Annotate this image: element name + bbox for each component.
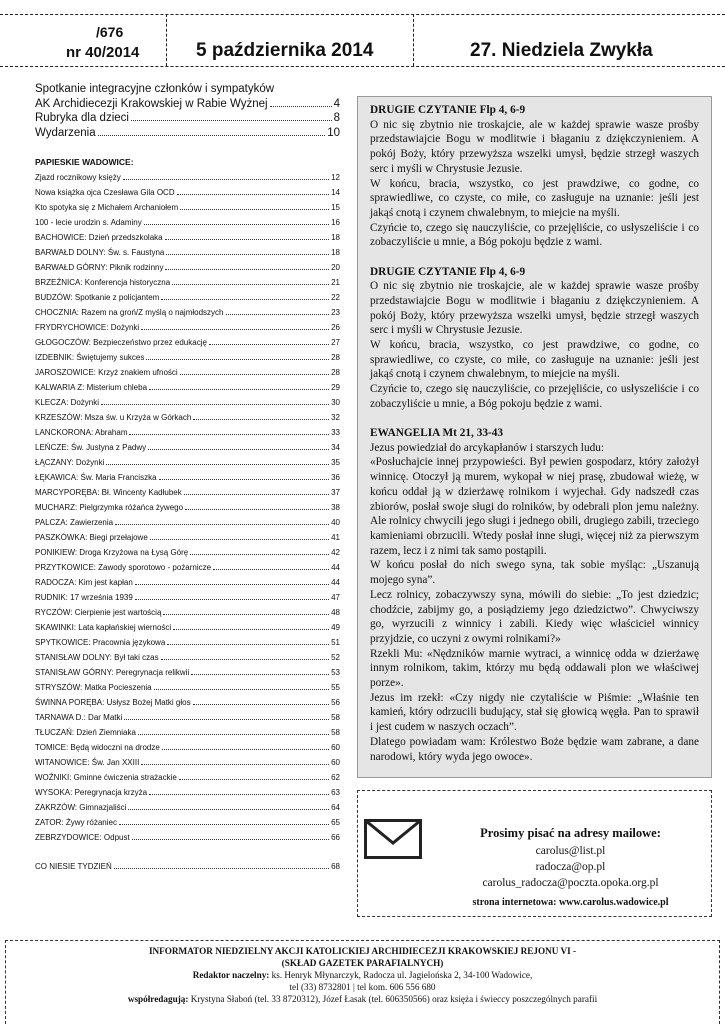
toc-entry-title: MARCYPORĘBA: Bł. Wincenty Kadłubek — [35, 488, 182, 497]
toc-entry-page: 53 — [331, 668, 340, 677]
toc-leader — [166, 254, 329, 255]
toc-leader — [173, 629, 329, 630]
toc-entry-title: BARWAŁD GÓRNY: Piknik rodzinny — [35, 263, 164, 272]
toc-entry[interactable] — [35, 785, 340, 800]
toc-entry[interactable] — [35, 755, 340, 770]
toc-leader — [159, 479, 330, 480]
coeditors-label: współredagują: — [127, 994, 189, 1004]
footer-subtitle: (SKŁAD GAZETEK PARAFIALNYCH) — [281, 958, 444, 968]
toc-leader — [161, 299, 329, 300]
issue-date: 5 października 2014 — [196, 40, 374, 61]
toc-entry-page: 66 — [331, 833, 340, 842]
toc-entry-title: TŁUCZAŃ: Dzień Ziemniaka — [35, 728, 136, 737]
toc-entry-page: 55 — [331, 683, 340, 692]
toc-entry-title: ŁĘKAWICA: Św. Maria Franciszka — [35, 473, 157, 482]
toc-leader — [167, 644, 329, 645]
toc-entry-title: TOMICE: Będą widoczni na drodze — [35, 743, 160, 752]
toc-entry[interactable] — [35, 97, 340, 112]
toc-leader — [131, 120, 332, 121]
toc-entry[interactable] — [35, 126, 340, 141]
toc-entry-page: 49 — [331, 623, 340, 632]
toc-leader — [172, 284, 329, 285]
toc-entry[interactable] — [35, 605, 340, 620]
website-link[interactable]: strona internetowa: www.carolus.wadowice.pl — [472, 897, 669, 908]
toc-leader — [128, 809, 329, 810]
toc-entry-page: 26 — [331, 323, 340, 332]
toc-entry-title: FRYDRYCHOWICE: Dożynki — [35, 323, 140, 332]
toc-entry-title: JAROSZOWICE: Krzyż znakiem ufności — [35, 368, 178, 377]
toc-entry[interactable] — [35, 440, 340, 455]
toc-entry-page: 62 — [331, 773, 340, 782]
reading-title: EWANGELIA Mt 21, 33-43 — [370, 427, 504, 440]
reading-paragraph: W końcu posłał do nich swego syna, tak sobie myśląc: „Uszanują mojego syna”. — [370, 559, 699, 587]
toc-entry[interactable] — [35, 245, 340, 260]
toc-entry-title: KRZESZÓW: Msza św. u Krzyża w Górkach — [35, 413, 192, 422]
reading-paragraph: W końcu, bracia, wszystko, co jest prawdziwe, co godne, co sprawiedliwe, co czyste, co miłe, co zasługuje na uznanie: jeśli jest jakąś cnotą i czynem chwalebnym, to miejcie na myśli. — [370, 339, 699, 381]
toc-entry-page: 30 — [331, 398, 340, 407]
toc-entry-title: BUDZÓW: Spotkanie z policjantem — [35, 293, 160, 302]
toc-entry-page: 52 — [331, 653, 340, 662]
reading-paragraph: «Posłuchajcie innej przypowieści. Był pewien gospodarz, który założył winnicę. Otoczył ją murem, wykopał w niej prasę, zbudował wieżę, w końcu oddał ją w dzierżawę rolnikom i wyjechał. Gdy nadszedł czas zbiorów, posłał swoje sługi do rolników, by odebrali plon jemu należny. Ale rolnicy chwycili jego sługi i jednego obili, drugiego zabili, trzeciego kamieniami obrzucili. Wtedy posłał inne sługi, więcej niż za pierwszym razem, lecz i z nimi tak samo postąpili. — [370, 456, 699, 557]
toc-entry-title: RYCZÓW: Cierpienie jest wartością — [35, 608, 162, 617]
toc-leader — [149, 794, 329, 795]
page-number: /676 — [96, 24, 124, 40]
toc-entry[interactable] — [35, 305, 340, 320]
toc-leader — [161, 659, 330, 660]
toc-leader — [135, 599, 329, 600]
toc-entry-page: 27 — [331, 338, 340, 347]
toc-entry[interactable] — [35, 215, 340, 230]
toc-entry-title: AK Archidiecezji Krakowskiej w Rabie Wyżnej — [35, 97, 268, 110]
toc-leader — [191, 674, 329, 675]
toc-entry-page: 64 — [331, 803, 340, 812]
toc-entry-title: GŁOGOCZÓW: Bezpieczeństwo przez edukację — [35, 338, 207, 347]
toc-leader — [154, 689, 329, 690]
toc-entry[interactable] — [35, 800, 340, 815]
toc-leader — [185, 509, 329, 510]
toc-entry-page: 36 — [331, 473, 340, 482]
toc-entry-page: 14 — [331, 188, 340, 197]
toc-section-title: PAPIESKIE WADOWICE: — [35, 157, 134, 167]
toc-entry[interactable] — [35, 82, 340, 97]
toc-entry-page: 21 — [331, 278, 340, 287]
toc-entry-title: BACHOWICE: Dzień przedszkolaka — [35, 233, 163, 242]
toc-leader — [148, 449, 329, 450]
toc-entry-title: BRZEŹNICA: Konferencja historyczna — [35, 278, 171, 287]
toc-entry-page: 8 — [333, 112, 340, 124]
toc-entry-title: KALWARIA Z: Misterium chleba — [35, 383, 148, 392]
toc-leader — [180, 374, 329, 375]
editor-text: ks. Henryk Młynarczyk, Radocza ul. Jagielońska 2, 34-100 Wadowice, — [269, 970, 533, 980]
contact-box — [357, 790, 712, 917]
reading-paragraph: Jezus im rzekł: «Czy nigdy nie czytaliście w Piśmie: „Właśnie ten kamień, który odrzucili budujący, stał się głowicą węgła. Pan to sprawił i jest cudem w naszych oczach”. — [370, 691, 699, 734]
toc-leader — [146, 359, 329, 360]
reading-paragraph: W końcu, bracia, wszystko, co jest prawdziwe, co godne, co sprawiedliwe, co czyste, co miłe, co zasługuje na uznanie: jeśli jest jakąś cnotą i czynem chwalebnym, to miejcie na myśli. — [370, 177, 699, 219]
toc-entry[interactable] — [35, 260, 340, 275]
toc-entry-page: 10 — [327, 126, 340, 139]
toc-entry[interactable] — [35, 455, 340, 470]
reading-paragraph: Rzekli Mu: «Nędzników marnie wytraci, a winnicę odda w dzierżawę innym rolnikom, takim, którzy mu będą oddawali plon we właściwej porze». — [370, 647, 699, 690]
email-link[interactable]: carolus@list.pl — [535, 845, 606, 857]
toc-leader — [124, 719, 329, 720]
toc-entry[interactable] — [35, 635, 340, 650]
toc-entry[interactable] — [35, 725, 340, 740]
toc-leader — [129, 434, 329, 435]
toc-leader — [98, 135, 326, 136]
toc-entry-page: 60 — [331, 743, 340, 752]
readings-box — [357, 96, 712, 778]
table-of-contents — [35, 82, 340, 872]
toc-entry-title: SKAWINKI: Lata kapłańskiej wierności — [35, 623, 172, 632]
toc-entry-title: STANISŁAW DOLNY: Był taki czas — [35, 653, 159, 662]
toc-entry[interactable] — [35, 530, 340, 545]
contact-title: Prosimy pisać na adresy mailowe: — [480, 826, 661, 840]
toc-entry[interactable] — [35, 380, 340, 395]
reading-paragraph: O nic się zbytnio nie troskajcie, ale w każdej sprawie wasze prośby przedstawiajcie Bogu w modlitwie i błaganiu z dziękczynieniem. A pokój Boży, który przewyższa wszelki umysł, będzie strzegł waszych serc i myśli w Chrystusie Jezusie. — [370, 280, 699, 337]
reading-paragraph: Czyńcie to, czego się nauczyliście, co przejęliście, co usłyszeliście i co zobaczyliście u mnie, a Bóg pokoju będzie z wami. — [370, 221, 699, 249]
toc-entry-title: 100 - lecie urodzin s. Adaminy — [35, 218, 142, 227]
coeditors-text: Krystyna Słaboń (tel. 33 8720312), Józef Łasak (tel. 606350566) oraz księża i świeccy poszczególnych parafii — [188, 994, 598, 1004]
toc-entry-page: 48 — [331, 608, 340, 617]
toc-entry[interactable] — [35, 275, 340, 290]
toc-entry[interactable] — [35, 470, 340, 485]
toc-entry-page: 51 — [331, 638, 340, 647]
toc-entry-page: 18 — [331, 233, 340, 242]
toc-entry-page: 63 — [331, 788, 340, 797]
reading-paragraph: Czyńcie to, czego się nauczyliście, co przejęliście, co usłyszeliście i co zobaczyliście u mnie, a Bóg pokoju będzie z wami. — [370, 383, 699, 410]
toc-entry-title: PALCZA: Zawierzenia — [35, 518, 114, 527]
toc-leader — [165, 269, 329, 270]
toc-leader — [135, 584, 329, 585]
toc-leader — [209, 344, 329, 345]
toc-entry-page: 44 — [331, 563, 340, 572]
toc-entry-title: MUCHARZ: Pielgrzymka różańca żywego — [35, 503, 184, 512]
reading-title: DRUGIE CZYTANIE Flp 4, 6-9 — [370, 265, 526, 278]
toc-leader — [190, 554, 329, 555]
toc-leader — [101, 404, 329, 405]
toc-entry[interactable] — [35, 665, 340, 680]
toc-entry[interactable] — [35, 515, 340, 530]
toc-entry-title: STRYSZÓW: Matka Pocieszenia — [35, 683, 152, 692]
toc-entry-title: WITANOWICE: Św. Jan XXIII — [35, 758, 140, 767]
toc-entry[interactable] — [35, 545, 340, 560]
toc-leader — [144, 224, 329, 225]
toc-entry[interactable] — [35, 365, 340, 380]
toc-entry-page: 37 — [331, 488, 340, 497]
reading-block — [370, 265, 699, 412]
toc-entry[interactable] — [35, 500, 340, 515]
reading-block — [370, 103, 699, 250]
toc-entry[interactable] — [35, 575, 340, 590]
toc-leader — [141, 764, 329, 765]
toc-entry-page: 20 — [331, 263, 340, 272]
email-list — [428, 843, 713, 891]
toc-entry[interactable] — [35, 410, 340, 425]
toc-leader — [123, 179, 329, 180]
toc-leader — [177, 194, 329, 195]
toc-entry-title: PASZKÓWKA: Biegi przełajowe — [35, 533, 148, 542]
toc-entry[interactable] — [35, 185, 340, 200]
toc-entry-page: 23 — [331, 308, 340, 317]
toc-leader — [132, 839, 329, 840]
toc-entry[interactable] — [35, 111, 340, 126]
toc-leader — [114, 868, 329, 869]
toc-leader — [149, 389, 329, 390]
toc-entry-page: 68 — [331, 862, 340, 871]
toc-entry[interactable] — [35, 680, 340, 695]
reading-paragraph: Dlatego powiadam wam: Królestwo Boże będzie wam zabrane, a dane narodowi, który wyda jego owoce». — [370, 735, 699, 763]
issue-number: nr 40/2014 — [66, 44, 140, 61]
toc-entry-page: 22 — [331, 293, 340, 302]
toc-entry-page: 58 — [331, 713, 340, 722]
toc-entry-title: TARNAWA D.: Dar Matki — [35, 713, 123, 722]
toc-entry-title: SPYTKOWICE: Pracownia językowa — [35, 638, 166, 647]
header-divider — [413, 14, 414, 66]
toc-leader — [150, 539, 329, 540]
toc-entry-title: ŁĄCZANY: Dożynki — [35, 458, 105, 467]
footer-editor — [6, 969, 719, 981]
toc-entry-title: ŚWINNA PORĘBA: Usłysz Bożej Matki głos — [35, 698, 191, 707]
toc-entry-title: KLECZA: Dożynki — [35, 398, 100, 407]
toc-entry-page: 44 — [331, 578, 340, 587]
toc-entry-page: 58 — [331, 728, 340, 737]
toc-entry[interactable] — [35, 815, 340, 830]
toc-leader — [163, 614, 329, 615]
toc-entry-title: LEŃCZE: Św. Justyna z Padwy — [35, 443, 147, 452]
toc-leader — [213, 569, 329, 570]
toc-entry-title: PRZYTKOWICE: Zawody sporotowo - pożarnicze — [35, 563, 212, 572]
email-link[interactable]: radocza@op.pl — [535, 861, 606, 873]
reading-paragraph: Jezus powiedział do arcykapłanów i starszych ludu: — [370, 441, 605, 454]
envelope-icon — [364, 819, 422, 859]
toc-leader — [165, 239, 330, 240]
toc-entry-title: PONIKIEW: Droga Krzyżowa na Łysą Górę — [35, 548, 189, 557]
toc-entry-page: 32 — [331, 413, 340, 422]
liturgical-sunday: 27. Niedziela Zwykła — [470, 40, 653, 61]
toc-entry[interactable] — [35, 350, 340, 365]
toc-leader — [106, 464, 329, 465]
reading-title: DRUGIE CZYTANIE Flp 4, 6-9 — [370, 104, 526, 116]
toc-entry-page: 12 — [331, 173, 340, 182]
toc-entry[interactable] — [35, 650, 340, 665]
toc-entry-page: 41 — [331, 533, 340, 542]
toc-leader — [193, 419, 329, 420]
toc-entry-title: Rubryka dla dzieci — [35, 112, 129, 124]
toc-entry-page: 28 — [331, 368, 340, 377]
toc-entry-title: CHOCZNIA: Razem na groń/Z myślą o najmłodszych — [35, 308, 224, 317]
toc-entry-page: 4 — [333, 97, 340, 110]
toc-entry-page: 56 — [331, 698, 340, 707]
toc-entry-page: 47 — [331, 593, 340, 602]
toc-entry[interactable] — [35, 770, 340, 785]
toc-leader — [179, 779, 329, 780]
toc-entry-title: ZAKRZÓW: Gimnazjaliści — [35, 803, 127, 812]
toc-entry[interactable] — [35, 320, 340, 335]
toc-leader — [141, 329, 329, 330]
header-top-rule — [0, 14, 725, 15]
toc-entry[interactable] — [35, 485, 340, 500]
footer-coeditors — [6, 993, 719, 1005]
toc-leader — [270, 106, 332, 107]
toc-leader — [184, 494, 329, 495]
toc-leader — [119, 824, 329, 825]
toc-entry[interactable] — [35, 395, 340, 410]
toc-entry-page: 38 — [331, 503, 340, 512]
page-header — [0, 0, 725, 70]
toc-entry-title: RADOCZA: Kim jest kapłan — [35, 578, 133, 587]
toc-entry[interactable] — [35, 862, 340, 872]
toc-entry-page: 18 — [331, 248, 340, 257]
toc-entry-title: Spotkanie integracyjne członków i sympatyków — [35, 83, 275, 95]
toc-leader — [193, 704, 330, 705]
toc-main-list — [35, 82, 340, 140]
toc-entry-page: 42 — [331, 548, 340, 557]
toc-entry-page: 29 — [331, 383, 340, 392]
editor-label: Redaktor naczelny: — [192, 970, 270, 980]
toc-entry-page: 65 — [331, 818, 340, 827]
toc-entry[interactable] — [35, 740, 340, 755]
toc-entry[interactable] — [35, 830, 340, 845]
toc-entry-title: IZDEBNIK: Świętujemy sukces — [35, 353, 145, 362]
toc-entry[interactable] — [35, 710, 340, 725]
toc-entry-title: Nowa książka ojca Czesława Gila OCD — [35, 188, 175, 197]
toc-entry-page: 33 — [331, 428, 340, 437]
header-bottom-rule — [0, 66, 725, 67]
toc-entry-title: Wydarzenia — [35, 126, 96, 139]
toc-leader — [138, 734, 329, 735]
page-footer — [5, 940, 720, 1024]
toc-entry-page: 15 — [331, 203, 340, 212]
toc-entry-title: WYSOKA: Peregrynacja krzyża — [35, 788, 148, 797]
reading-paragraph: Lecz rolnicy, zobaczywszy syna, mówili do siebie: „To jest dziedzic; chodźcie, zabijmy go, a posiądziemy jego dziedzictwo”. Chwyciwszy go, wyrzucili z winnicy i zabili. Kiedy więc właściciel winnicy przyjdzie, co uczyni z owymi rolnikami?» — [370, 588, 699, 645]
toc-leader — [115, 524, 329, 525]
toc-entry[interactable] — [35, 425, 340, 440]
toc-entry-title: STANISŁAW GÓRNY: Peregrynacja relikwii — [35, 668, 190, 677]
toc-entry-title: Kto spotyka się z Michałem Archaniołem — [35, 203, 179, 212]
toc-entry-title: CO NIESIE TYDZIEŃ — [35, 862, 112, 871]
reading-block — [370, 426, 699, 764]
toc-leader — [162, 749, 329, 750]
toc-entry-page: 35 — [331, 458, 340, 467]
toc-entry[interactable] — [35, 590, 340, 605]
toc-entry-title: Zjazd rocznikowy księży — [35, 173, 121, 182]
email-link[interactable]: carolus_radocza@poczta.opoka.org.pl — [482, 877, 659, 889]
toc-entry[interactable] — [35, 290, 340, 305]
toc-entry[interactable] — [35, 170, 340, 185]
toc-entry-title: LANCKORONA: Abraham — [35, 428, 128, 437]
toc-entry-page: 40 — [331, 518, 340, 527]
toc-section-list — [35, 170, 340, 845]
toc-entry[interactable] — [35, 335, 340, 350]
toc-entry[interactable] — [35, 695, 340, 710]
toc-leader — [180, 209, 329, 210]
toc-entry[interactable] — [35, 560, 340, 575]
reading-paragraph: O nic się zbytnio nie troskajcie, ale w każdej sprawie wasze prośby przedstawiajcie Bogu w modlitwie i błaganiu z dziękczynieniem. A pokój Boży, który przewyższa wszelki umysł, będzie strzegł waszych serc i myśli w Chrystusie Jezusie. — [370, 118, 699, 175]
toc-entry-title: RUDNIK: 17 września 1939 — [35, 593, 133, 602]
header-divider — [166, 14, 167, 66]
footer-phones: tel (33) 8732801 | tel kom. 606 556 680 — [289, 982, 436, 992]
toc-entry-page: 16 — [331, 218, 340, 227]
toc-entry-title: ZEBRZYDOWICE: Odpust — [35, 833, 130, 842]
toc-entry-page: 34 — [331, 443, 340, 452]
footer-title: INFORMATOR NIEDZIELNY AKCJI KATOLICKIEJ ARCHIDIECEZJI KRAKOWSKIEJ REJONU VI - — [148, 946, 577, 956]
toc-leader — [226, 314, 330, 315]
toc-entry-title: ZATOR: Żywy różaniec — [35, 818, 117, 827]
toc-entry-title: BARWAŁD DOLNY: Św. s. Faustyna — [35, 248, 165, 257]
toc-entry[interactable] — [35, 620, 340, 635]
toc-entry-title: WOŹNIKI: Gminne ćwiczenia strażackie — [35, 773, 177, 782]
toc-entry[interactable] — [35, 200, 340, 215]
toc-entry-page: 28 — [331, 353, 340, 362]
toc-entry[interactable] — [35, 230, 340, 245]
toc-entry-page: 60 — [331, 758, 340, 767]
